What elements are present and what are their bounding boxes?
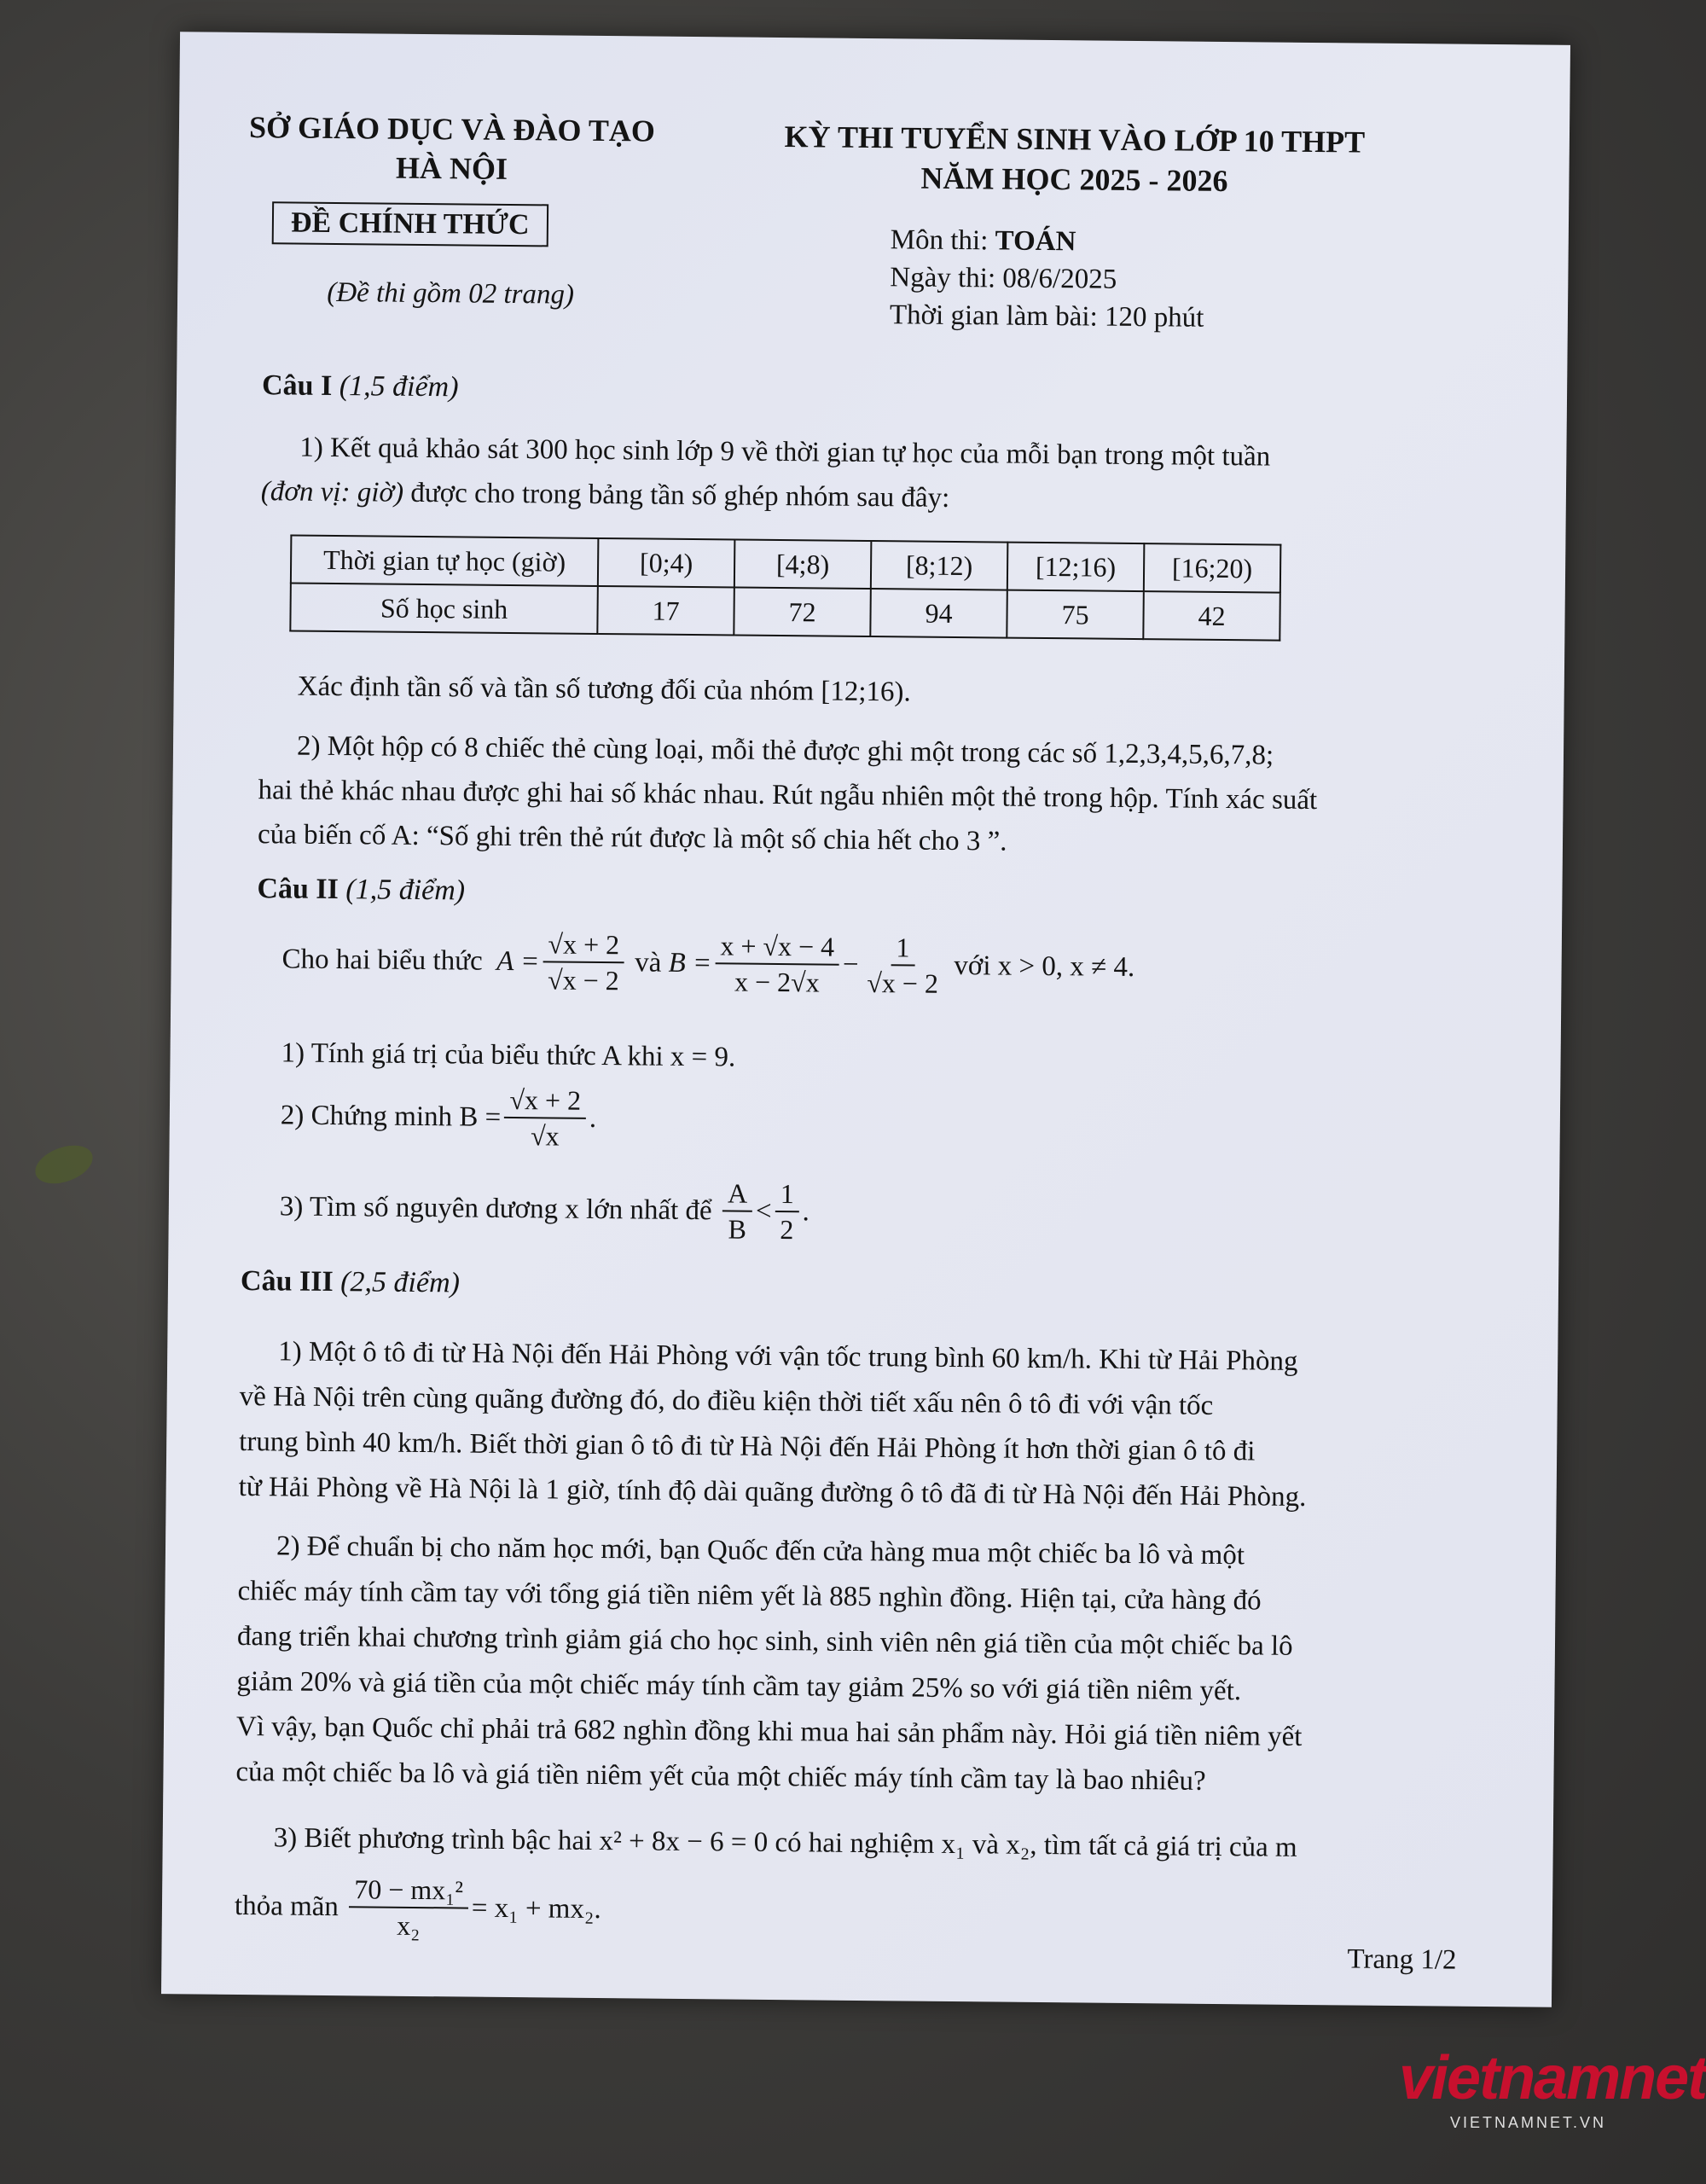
q3-p1-l2: về Hà Nội trên cùng quãng đường đó, do điều kiện thời tiết xấu nên ô tô đi với vận tốc bbox=[239, 1380, 1214, 1421]
q1-unit: (đơn vị: giờ) bbox=[260, 476, 404, 508]
subject-label: Môn thi: bbox=[890, 224, 989, 257]
fraction-a bbox=[543, 926, 624, 997]
q3-p2-l2: chiếc máy tính cầm tay với tổng giá tiền niêm yết là 885 nghìn đồng. Hiện tại, cửa hàng đó bbox=[237, 1575, 1262, 1617]
fraction-a-den: √x − 2 bbox=[547, 964, 619, 996]
table-header-count: Số học sinh bbox=[290, 584, 598, 634]
q1-p1-line2-rest: được cho trong bảng tần số ghép nhóm sau đây: bbox=[403, 477, 950, 514]
time-value: 120 phút bbox=[1104, 301, 1204, 334]
q2-condition: với x > 0, x ≠ 4. bbox=[954, 950, 1135, 983]
q1-p2-line2: hai thẻ khác nhau được ghi hai số khác nhau. Rút ngẫu nhiên một thẻ trong hộp. Tính xác suất bbox=[258, 775, 1318, 816]
q2-and: và bbox=[635, 946, 662, 979]
q1-p1-line2 bbox=[261, 469, 950, 521]
fraction-b1-den: x − 2√x bbox=[734, 966, 820, 998]
fraction-b1-num: x + √x − 4 bbox=[715, 928, 839, 965]
fraction-ab bbox=[722, 1176, 752, 1246]
fraction-half-den: 2 bbox=[780, 1214, 794, 1246]
fraction-half-num: 1 bbox=[775, 1176, 799, 1212]
fraction-q3-den: x₂ bbox=[397, 1909, 421, 1942]
q3-title bbox=[241, 1265, 460, 1299]
table-cell-count: 72 bbox=[734, 587, 871, 636]
q1-points: (1,5 điểm) bbox=[339, 370, 459, 404]
q1-label: Câu I bbox=[261, 369, 333, 402]
frequency-table bbox=[289, 534, 1281, 641]
q3-p3-l1: 3) Biết phương trình bậc hai x² + 8x − 6 = 0 có hai nghiệm x₁ và x₂, tìm tất cả giá trị của m bbox=[273, 1822, 1297, 1863]
q3-p2-l4: giảm 20% và giá tiền của một chiếc máy tính cầm tay giảm 25% so với giá tiền niêm yết. bbox=[236, 1665, 1242, 1707]
q2-title bbox=[257, 873, 465, 907]
q3-p3-rhs: = x₁ + mx₂. bbox=[471, 1892, 601, 1925]
fraction-a-num: √x + 2 bbox=[543, 926, 624, 963]
q3-p2-l6: của một chiếc ba lô và giá tiền niêm yết của một chiếc máy tính cầm tay là bao nhiêu? bbox=[235, 1756, 1206, 1797]
q3-label: Câu III bbox=[240, 1264, 334, 1298]
q3-p1-l4: từ Hải Phòng về Hà Nội là 1 giờ, tính độ dài quãng đường ô tô đã đi từ Hà Nội đến Hải Phòng. bbox=[238, 1471, 1307, 1513]
q3-points: (2,5 điểm) bbox=[340, 1266, 461, 1299]
school-year: NĂM HỌC 2025 - 2026 bbox=[920, 160, 1228, 199]
city-name: HÀ NỘI bbox=[395, 150, 508, 186]
table-header-time: Thời gian tự học (giờ) bbox=[291, 536, 599, 586]
fraction-b2 bbox=[862, 930, 943, 1001]
page-number: Trang 1/2 bbox=[1347, 1943, 1457, 1976]
table-cell-group: [12;16) bbox=[1007, 543, 1145, 592]
date-label: Ngày thi: bbox=[890, 262, 996, 294]
fraction-ab-num: A bbox=[722, 1176, 753, 1211]
q2-s2: 2) Chứng minh B = $\frac{√x + 2}{√x}$ . bbox=[280, 1080, 596, 1153]
table-cell-count: 42 bbox=[1143, 591, 1280, 641]
time-line bbox=[890, 293, 1204, 341]
table-cell-count: 94 bbox=[870, 589, 1007, 638]
q3-p1-l3: trung bình 40 km/h. Biết thời gian ô tô đi từ Hà Nội đến Hải Phòng ít hơn thời gian ô tô đi bbox=[239, 1426, 1256, 1467]
time-label: Thời gian làm bài: bbox=[889, 299, 1098, 333]
q2-s3: 3) Tìm số nguyên dương x lớn nhất để $\frac{A}{B}$ < $\frac{1}{2}$ . bbox=[279, 1171, 809, 1246]
fraction-q3 bbox=[349, 1872, 468, 1943]
fraction-b2-den: √x − 2 bbox=[867, 967, 939, 999]
leaf-stain bbox=[30, 1138, 97, 1191]
q2-b-eq: B = bbox=[668, 947, 712, 979]
q2-a-eq: A = bbox=[496, 945, 540, 977]
q3-p2-l3: đang triển khai chương trình giảm giá cho học sinh, sinh viên nên giá tiền của một chiếc ba lô bbox=[236, 1620, 1293, 1662]
q3-p1-l1: 1) Một ô tô đi từ Hà Nội đến Hải Phòng với vận tốc trung bình 60 km/h. Khi từ Hải Phòng bbox=[278, 1336, 1298, 1377]
q2-expressions bbox=[281, 924, 1134, 1002]
q1-p2-line3: của biến cố A: “Số ghi trên thẻ rút được là một số chia hết cho 3 ”. bbox=[257, 819, 1007, 857]
q2-s1: 1) Tính giá trị của biểu thức A khi x = 9. bbox=[281, 1037, 736, 1073]
q3-p3-text: thỏa mãn bbox=[234, 1890, 339, 1922]
table-row bbox=[290, 584, 1280, 641]
vietnamnet-site: VIETNAMNET.VN bbox=[1450, 2114, 1607, 2131]
q2-s3-lt: < bbox=[755, 1195, 772, 1227]
date-value: 08/6/2025 bbox=[1002, 263, 1117, 295]
fraction-ab-den: B bbox=[728, 1213, 747, 1245]
q2-s2-text: 2) Chứng minh B = bbox=[280, 1099, 502, 1133]
q2-points: (1,5 điểm) bbox=[345, 874, 466, 907]
fraction-s2-num: √x + 2 bbox=[504, 1083, 586, 1119]
q1-p1-task: Xác định tần số và tần số tương đối của nhóm [12;16). bbox=[297, 671, 911, 708]
q3-p2-l1: 2) Để chuẩn bị cho năm học mới, bạn Quốc đến cửa hàng mua một chiếc ba lô và một bbox=[276, 1531, 1245, 1571]
vietnamnet-logo: vietnamnet bbox=[1399, 2044, 1706, 2112]
official-label: ĐỀ CHÍNH THỨC bbox=[272, 201, 548, 247]
pages-note: (Đề thi gồm 02 trang) bbox=[327, 276, 575, 311]
q3-p3-l2 bbox=[235, 1871, 602, 1944]
fraction-b2-num: 1 bbox=[891, 930, 914, 966]
q2-minus: − bbox=[842, 949, 859, 980]
subject-value: TOÁN bbox=[995, 225, 1076, 258]
q1-p1-line1: 1) Kết quả khảo sát 300 học sinh lớp 9 về thời gian tự học của mỗi bạn trong một tuần bbox=[299, 432, 1271, 473]
official-box bbox=[272, 201, 548, 247]
q3-p2-l5: Vì vậy, bạn Quốc chỉ phải trả 682 nghìn đồng khi mua hai sản phẩm này. Hỏi giá tiền niêm yết bbox=[235, 1711, 1303, 1752]
exam-title: KỲ THI TUYỂN SINH VÀO LỚP 10 THPT bbox=[784, 119, 1366, 160]
exam-paper bbox=[161, 32, 1570, 2007]
q1-title bbox=[262, 369, 459, 404]
q2-intro: Cho hai biểu thức bbox=[281, 943, 483, 977]
table-cell-group: [16;20) bbox=[1144, 543, 1281, 593]
dept-name: SỞ GIÁO DỤC VÀ ĐÀO TẠO bbox=[248, 110, 656, 148]
table-cell-count: 75 bbox=[1007, 590, 1144, 640]
fraction-half bbox=[775, 1176, 799, 1246]
fraction-b1 bbox=[715, 928, 839, 999]
q2-s3-text: 3) Tìm số nguyên dương x lớn nhất để bbox=[279, 1190, 712, 1226]
fraction-q3-num: 70 − mx₁² bbox=[349, 1872, 468, 1908]
q1-p2-line1: 2) Một hộp có 8 chiếc thẻ cùng loại, mỗi thẻ được ghi một trong các số 1,2,3,4,5,6,7,8; bbox=[296, 730, 1274, 771]
table-cell-group: [0;4) bbox=[598, 538, 735, 588]
table-cell-count: 17 bbox=[597, 586, 734, 636]
table-cell-group: [4;8) bbox=[734, 539, 872, 589]
q2-label: Câu II bbox=[257, 873, 339, 906]
table-cell-group: [8;12) bbox=[871, 541, 1008, 590]
fraction-s2 bbox=[504, 1083, 586, 1153]
fraction-s2-den: √x bbox=[530, 1120, 560, 1152]
